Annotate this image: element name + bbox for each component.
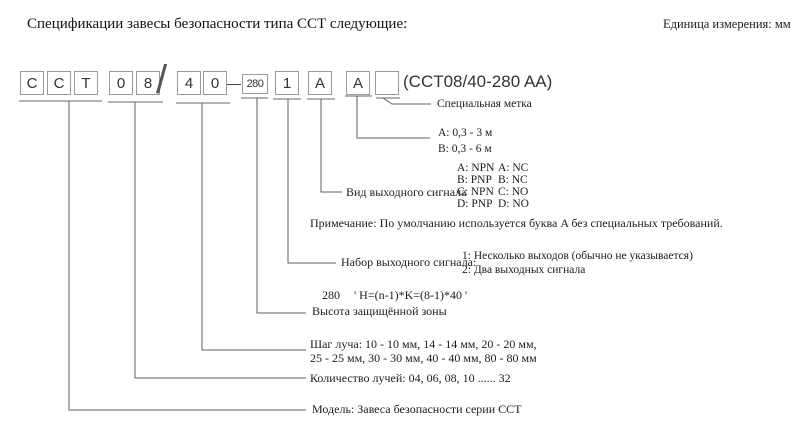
output-type-col2-row4: D: NO	[498, 198, 529, 210]
output-type-col1-row2: B: PNP	[457, 174, 492, 186]
output-type-col1-row4: D: PNP	[457, 198, 493, 210]
group-underlines	[19, 96, 400, 103]
label-beam-step-line2: 25 - 25 мм, 30 - 30 мм, 40 - 40 мм, 80 - 80 мм	[310, 351, 537, 365]
code-box-4: 4	[177, 71, 201, 95]
code-box-a2: A	[346, 71, 370, 95]
note-text: Примечание: По умолчанию используется буква A без специальных требований.	[310, 216, 723, 230]
dash-separator: —	[227, 75, 241, 91]
code-box-special-empty	[375, 71, 399, 95]
unit-note: Единица измерения: мм	[663, 17, 791, 31]
code-box-280: 280	[242, 74, 268, 94]
output-set-option-1: 1: Несколько выходов (обычно не указывается)	[462, 250, 693, 262]
label-special-mark: Специальная метка	[437, 98, 532, 110]
code-example: (CCT08/40-280 AA)	[403, 72, 553, 91]
output-type-col1-row3: C: NPN	[457, 186, 494, 198]
code-box-a1: A	[308, 71, 332, 95]
code-box-t: T	[74, 71, 98, 95]
output-set-option-2: 2: Два выходных сигнала	[462, 264, 586, 276]
label-output-set: Набор выходного сигнала:	[341, 255, 477, 269]
output-type-col2-row2: B: NC	[498, 174, 528, 186]
label-output-type: Вид выходного сигнала	[346, 185, 467, 199]
code-box-c1: C	[20, 71, 44, 95]
code-box-1: 1	[275, 71, 299, 95]
output-type-col1-row1: A: NPN	[457, 162, 495, 174]
label-protected-height: Высота защищённой зоны	[312, 304, 447, 318]
code-box-8: 8	[136, 71, 160, 95]
label-range-b: B: 0,3 - 6 м	[438, 143, 492, 155]
slash-separator: /	[156, 58, 168, 102]
label-range-a: A: 0,3 - 3 м	[438, 127, 493, 139]
code-box-0a: 0	[109, 71, 133, 95]
code-box-c2: C	[47, 71, 71, 95]
height-formula: ' H=(n-1)*K=(8-1)*40 '	[354, 288, 468, 302]
page-title: Спецификации завесы безопасности типа ССТ следующие:	[27, 16, 408, 32]
output-type-col2-row3: C: NO	[498, 186, 529, 198]
label-model: Модель: Завеса безопасности серии ССТ	[312, 402, 522, 416]
code-box-0b: 0	[203, 71, 227, 95]
label-beam-count: Количество лучей: 04, 06, 08, 10 ...... 32	[310, 371, 511, 385]
output-type-col2-row1: A: NC	[498, 162, 529, 174]
height-value: 280	[322, 288, 340, 302]
label-beam-step-line1: Шаг луча: 10 - 10 мм, 14 - 14 мм, 20 - 20 мм,	[310, 337, 537, 351]
height-formula-row	[322, 289, 467, 303]
